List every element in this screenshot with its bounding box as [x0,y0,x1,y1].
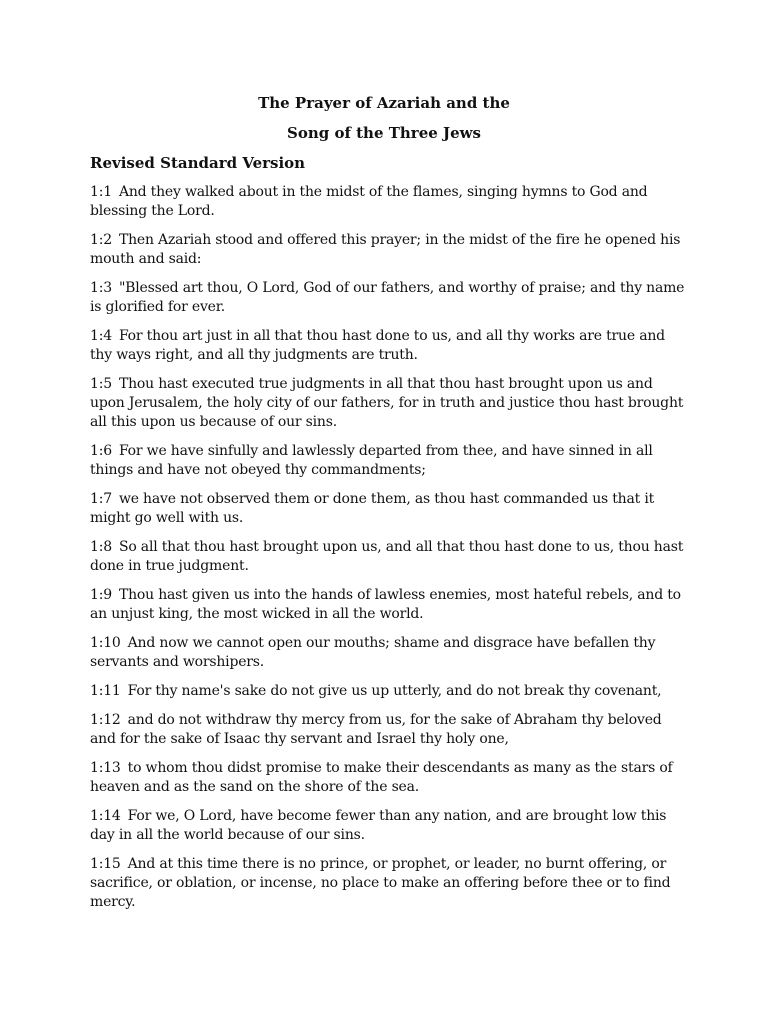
verse-number: 1:9 [90,587,112,603]
verse-1-8 [90,538,690,576]
verse-1-10 [90,634,690,672]
verse-1-5 [90,375,690,432]
verse-list [90,183,690,922]
verse-number: 1:11 [90,683,121,699]
verse-1-11 [90,682,690,701]
verse-text: For we, O Lord, have become fewer than any nation, and are brought low this day in all the world because of our sins. [90,808,667,843]
verse-text: Thou hast executed true judgments in all that thou hast brought upon us and upon Jerusalem, the holy city of our fathers, for in truth and justice thou hast brought all this upon us because of our sins. [90,376,684,430]
verse-number: 1:8 [90,539,112,555]
verse-1-4 [90,327,690,365]
verse-number: 1:4 [90,328,112,344]
verse-text: Thou hast given us into the hands of lawless enemies, most hateful rebels, and to an unjust king, the most wicked in all the world. [90,587,681,622]
document-title-line-1: The Prayer of Azariah and the [258,94,510,112]
verse-1-2 [90,231,690,269]
verse-text: And they walked about in the midst of the flames, singing hymns to God and blessing the Lord. [90,184,648,219]
verse-1-14 [90,807,690,845]
verse-text: "Blessed art thou, O Lord, God of our fathers, and worthy of praise; and thy name is glorified for ever. [90,280,685,315]
document-title-line-2: Song of the Three Jews [286,124,481,142]
verse-number: 1:1 [90,184,112,200]
verse-number: 1:7 [90,491,112,507]
verse-text: to whom thou didst promise to make their descendants as many as the stars of heaven and as the sand on the shore of the sea. [90,760,673,795]
verse-1-1 [90,183,690,221]
verse-number: 1:15 [90,856,121,872]
verse-number: 1:6 [90,443,112,459]
verse-text: For thou art just in all that thou hast done to us, and all thy works are true and thy ways right, and all thy judgments are truth. [90,328,665,363]
verse-1-12 [90,711,690,749]
verse-number: 1:3 [90,280,112,296]
verse-number: 1:10 [90,635,121,651]
verse-text: and do not withdraw thy mercy from us, for the sake of Abraham thy beloved and for the sake of Isaac thy servant and Israel thy holy one, [90,712,662,747]
verse-text: Then Azariah stood and offered this prayer; in the midst of the fire he opened his mouth and said: [90,232,681,267]
verse-text: And now we cannot open our mouths; shame and disgrace have befallen thy servants and worshipers. [90,635,656,670]
verse-text: we have not observed them or done them, as thou hast commanded us that it might go well with us. [90,491,655,526]
verse-number: 1:5 [90,376,112,392]
verse-1-7 [90,490,690,528]
verse-text: For thy name's sake do not give us up utterly, and do not break thy covenant, [127,683,662,699]
verse-text: For we have sinfully and lawlessly departed from thee, and have sinned in all things and have not obeyed thy commandments; [90,443,653,478]
verse-number: 1:13 [90,760,121,776]
verse-number: 1:2 [90,232,112,248]
verse-1-15 [90,855,690,912]
verse-1-6 [90,442,690,480]
verse-1-3 [90,279,690,317]
verse-text: And at this time there is no prince, or prophet, or leader, no burnt offering, or sacrifice, or oblation, or incense, no place to make an offering before thee or to find mercy. [90,856,671,910]
verse-text: So all that thou hast brought upon us, and all that thou hast done to us, thou hast done in true judgment. [90,539,684,574]
verse-number: 1:12 [90,712,121,728]
verse-number: 1:14 [90,808,121,824]
verse-1-9 [90,586,690,624]
verse-1-13 [90,759,690,797]
version-heading: Revised Standard Version [90,154,306,172]
